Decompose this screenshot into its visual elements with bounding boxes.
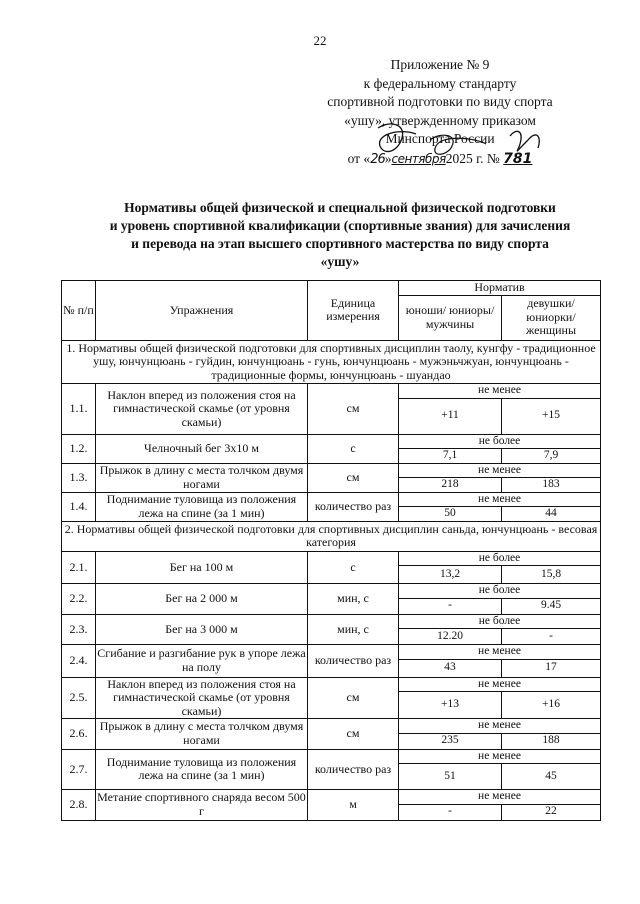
female-value: +16 <box>502 692 601 719</box>
table-row <box>62 749 601 764</box>
norm-type: не менее <box>399 384 601 399</box>
title-line: Нормативы общей физической и специальной физической подготовки <box>124 200 556 215</box>
table-row <box>62 434 601 449</box>
unit-cell: см <box>308 463 399 492</box>
table-row <box>62 492 601 507</box>
row-number: 2.4. <box>62 645 96 678</box>
table-row <box>62 551 601 566</box>
header-female: девушки/ юниорки/ женщины <box>502 295 601 340</box>
norm-type: не более <box>399 434 601 449</box>
order-month: сентября <box>391 151 446 166</box>
female-value: 44 <box>502 507 601 522</box>
female-value: 17 <box>502 659 601 677</box>
header-row <box>62 281 601 296</box>
appendix-line: Приложение № 9 <box>390 57 490 72</box>
section-row <box>62 340 601 384</box>
order-number: 781 <box>503 150 533 167</box>
table-body <box>62 340 601 820</box>
row-number: 2.2. <box>62 584 96 615</box>
male-value: 50 <box>399 507 502 522</box>
header-unit: Единица измерения <box>308 281 399 341</box>
female-value: - <box>502 629 601 645</box>
norm-type: не более <box>399 614 601 629</box>
male-value: +13 <box>399 692 502 719</box>
row-number: 2.8. <box>62 790 96 821</box>
unit-cell: с <box>308 434 399 463</box>
header-norm: Норматив <box>399 281 601 296</box>
male-value: 235 <box>399 733 502 749</box>
section-title: 2. Нормативы общей физической подготовки для спортивных дисциплин саньда, юнчунцюань - весовая категория <box>62 521 601 551</box>
female-value: +15 <box>502 398 601 434</box>
norm-type: не менее <box>399 463 601 478</box>
table-row <box>62 719 601 734</box>
female-value: 15,8 <box>502 566 601 584</box>
row-number: 1.2. <box>62 434 96 463</box>
order-line: от «26»сентября2025 г. № 781 <box>347 150 533 167</box>
norm-type: не менее <box>399 749 601 764</box>
header-num: № п/п <box>62 281 96 341</box>
unit-cell: м <box>308 790 399 821</box>
norm-type: не менее <box>399 719 601 734</box>
exercise-name: Метание спортивного снаряда весом 500 г <box>96 790 308 821</box>
row-number: 1.4. <box>62 492 96 521</box>
male-value: 13,2 <box>399 566 502 584</box>
header-exercise: Упражнения <box>96 281 308 341</box>
exercise-name: Бег на 3 000 м <box>96 614 308 645</box>
male-value: - <box>399 598 502 614</box>
row-number: 2.6. <box>62 719 96 750</box>
unit-cell: см <box>308 384 399 435</box>
appendix-line: Минспорта России <box>385 131 495 146</box>
female-value: 183 <box>502 478 601 493</box>
unit-cell: см <box>308 677 399 719</box>
row-number: 1.1. <box>62 384 96 435</box>
unit-cell: количество раз <box>308 749 399 790</box>
unit-cell: количество раз <box>308 645 399 678</box>
unit-cell: мин, с <box>308 584 399 615</box>
row-number: 2.3. <box>62 614 96 645</box>
norm-type: не более <box>399 551 601 566</box>
table-row <box>62 645 601 660</box>
exercise-name: Челночный бег 3х10 м <box>96 434 308 463</box>
female-value: 7,9 <box>502 449 601 464</box>
appendix-line: спортивной подготовки по виду спорта <box>327 94 553 109</box>
table-row <box>62 384 601 399</box>
appendix-line: «ушу», утвержденному приказом <box>344 112 536 128</box>
row-number: 1.3. <box>62 463 96 492</box>
male-value: +11 <box>399 398 502 434</box>
male-value: 12.20 <box>399 629 502 645</box>
appendix-block <box>280 56 600 169</box>
exercise-name: Сгибание и разгибание рук в упоре лежа на полу <box>96 645 308 678</box>
female-value: 9.45 <box>502 598 601 614</box>
section-title: 1. Нормативы общей физической подготовки для спортивных дисциплин таолу, кунгфу - традиционное ушу, юнчунцюань - гуйдин, юнчунцюань - гунь, юнчунцюань - мужэньчжуан, юнчунцюань - традиционные формы, юнчунцюань - шуандао <box>62 340 601 384</box>
title-line: «ушу» <box>320 254 360 269</box>
exercise-name: Бег на 100 м <box>96 551 308 584</box>
row-number: 2.5. <box>62 677 96 719</box>
exercise-name: Прыжок в длину с места толчком двумя ногами <box>96 463 308 492</box>
exercise-name: Прыжок в длину с места толчком двумя ногами <box>96 719 308 750</box>
row-number: 2.7. <box>62 749 96 790</box>
unit-cell: количество раз <box>308 492 399 521</box>
table-row <box>62 614 601 629</box>
document-title <box>60 199 620 271</box>
exercise-name: Поднимание туловища из положения лежа на спине (за 1 мин) <box>96 749 308 790</box>
appendix-line: к федеральному стандарту <box>363 75 517 91</box>
norms-table <box>61 280 601 821</box>
female-value: 45 <box>502 764 601 790</box>
norm-type: не менее <box>399 492 601 507</box>
male-value: 218 <box>399 478 502 493</box>
order-prefix: от « <box>347 150 371 166</box>
male-value: - <box>399 804 502 820</box>
norm-type: не более <box>399 584 601 599</box>
page-number: 22 <box>313 33 327 48</box>
exercise-name: Поднимание туловища из положения лежа на спине (за 1 мин) <box>96 492 308 521</box>
table-row <box>62 677 601 692</box>
section-row <box>62 521 601 551</box>
norm-type: не менее <box>399 790 601 805</box>
header-male: юноши/ юниоры/ мужчины <box>399 295 502 340</box>
male-value: 7,1 <box>399 449 502 464</box>
order-year: 2025 г. № <box>445 150 500 166</box>
unit-cell: см <box>308 719 399 750</box>
exercise-name: Бег на 2 000 м <box>96 584 308 615</box>
female-value: 188 <box>502 733 601 749</box>
exercise-name: Наклон вперед из положения стоя на гимнастической скамье (от уровня скамьи) <box>96 677 308 719</box>
table-row <box>62 584 601 599</box>
title-line: и уровень спортивной квалификации (спортивные звания) для зачисления <box>109 218 571 233</box>
order-day: 26 <box>370 151 385 167</box>
norm-type: не менее <box>399 677 601 692</box>
table-row <box>62 790 601 805</box>
male-value: 51 <box>399 764 502 790</box>
female-value: 22 <box>502 804 601 820</box>
male-value: 43 <box>399 659 502 677</box>
exercise-name: Наклон вперед из положения стоя на гимнастической скамье (от уровня скамьи) <box>96 384 308 435</box>
unit-cell: мин, с <box>308 614 399 645</box>
row-number: 2.1. <box>62 551 96 584</box>
title-line: и перевода на этап высшего спортивного мастерства по виду спорта <box>131 236 549 251</box>
unit-cell: с <box>308 551 399 584</box>
norm-type: не менее <box>399 645 601 660</box>
table-row <box>62 463 601 478</box>
